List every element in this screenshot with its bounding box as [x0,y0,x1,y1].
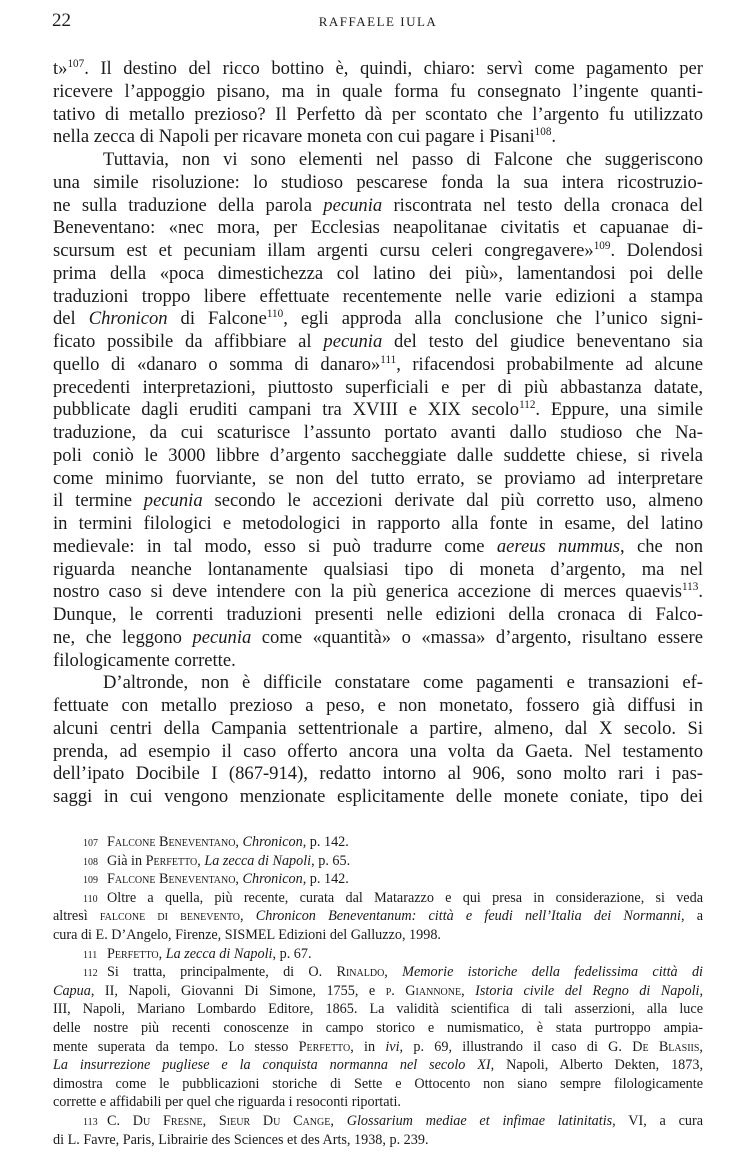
body-line: traduzioni troppo libere effettuate recentemente nelle varie edizioni a stampa [53,285,703,307]
footnote-text: La insurrezione pugliese e la conquista normanna nel secolo XI, Napoli, Alberto Dekten, 1873, [53,1057,703,1074]
footnotes [53,833,703,1149]
page-number: 22 [52,10,71,31]
footnote-line [53,1131,703,1150]
footnote-text: mente superata da tempo. Lo stesso Perfetto, in ivi, p. 69, illustrando il caso di G. De Blasiis, [53,1038,703,1055]
footnote-number: 113 [83,1116,98,1128]
footnote-line [53,1056,703,1075]
footnote-text: Capua, II, Napoli, Giovanni Di Simone, 1755, e p. Giannone, Istoria civile del Regno di Napoli, [53,982,703,999]
footnote-text: III, Napoli, Mariano Lombardo Editore, 1865. La validità scientifica di tali asserzioni, alla luce [53,1001,703,1018]
body-line: come minimo fuorviante, se non del tutto errato, se proviamo ad interpretare [53,467,703,489]
body-line: saggi in cui vengono menzionate esplicitamente delle monete coniate, tipo dei [53,786,703,807]
footnote-text: delle nostre più recenti conoscenze in campo storico e numismatico, è stata purtroppo ampia- [53,1019,703,1036]
footnote-110 [53,889,703,908]
footnote-number: 109 [83,875,98,887]
page-header [52,10,704,34]
body-line: t»$^{107}$. Il destino del ricco bottino è, quindi, chiaro: servì come pagamento per [53,58,703,79]
footnote-text: di L. Favre, Paris, Librairie des Sciences et des Arts, 1938, p. 239. [53,1131,429,1148]
footnote-109 [53,870,703,889]
footnote-text: cura di E. D’Angelo, Firenze, SISMEL Edizioni del Galluzzo, 1998. [53,926,441,943]
body-line: Dunque, le correnti traduzioni presenti nelle edizioni della cronaca di Falco- [53,604,703,625]
footnote-text: Si tratta, principalmente, di O. Rinaldo, Memorie istoriche della fedelissima città di [107,964,703,981]
footnote-number: 108 [83,856,98,868]
footnote-text: Falcone Beneventano, Chronicon, p. 142. [107,871,349,888]
footnote-111 [53,945,703,964]
body-line: traduzione, da cui scaturisce l’assunto portato avanti dallo studioso che Na- [53,422,703,443]
footnote-113 [53,1112,703,1131]
running-head: RAFFAELE IULA [318,14,438,29]
footnote-line [53,1019,703,1038]
body-line: quello di «danaro o somma di danaro»$^{111}$, rifacendosi probabilmente ad alcune [53,353,703,375]
body-line: medievale: in tal modo, esso si può tradurre come aereus nummus, che non [53,535,703,557]
body-line: scursum est et pecuniam illam argenti cursu celeri congregavere»$^{109}$. Dolendosi [53,240,703,261]
body-line: ne, che leggono pecunia come «quantità» o «massa» d’argento, risultano essere [53,626,703,648]
body-line: Beneventano: «nec mora, per Ecclesias neapolitanae civitatis et capuanae di- [53,217,703,239]
body-line: alcuni centri della Campania settentrionale a partire, almeno, dal X secolo. Si [53,717,703,739]
footnote-text: corrette e affidabili per quel che riguarda i resoconti riportati. [53,1094,401,1111]
body-line: ricevere l’appoggio pisano, ma in quale forma fu consegnato l’ingente quanti- [53,80,703,102]
body-line: D’altronde, non è difficile constatare come pagamenti e transazioni ef- [103,672,703,694]
body-line: ne sulla traduzione della parola pecunia riscontrata nel testo della cronaca del [53,194,703,216]
body-line: pubblicate dagli eruditi campani tra XVIII e XIX secolo$^{112}$. Eppure, una simile [53,399,703,421]
footnote-112 [53,963,703,982]
footnote-text: dimostra come le pubblicazioni storiche di Sette e Ottocento non siano sempre filologicamente [53,1075,703,1092]
body-line: fettuate con metallo prezioso a peso, e non monetato, fossero già diffusi in [53,695,703,716]
body-line: nostro caso si deve intendere con la più generica accezione di merces quaevis$^{113}$. [53,581,703,603]
footnote-line [53,982,703,1001]
footnote-number: 112 [83,968,98,980]
body-line: prenda, ad esempio il caso offerto ancora una volta da Gaeta. Nel testamento [53,740,703,762]
footnote-line [53,907,703,926]
body-line: prima della «poca dimestichezza col latino dei più», lamentandosi poi delle [53,262,703,284]
footnote-text: altresì falcone di benevento, Chronicon Beneventanum: città e feudi nell’Italia dei Normanni, a [53,908,703,925]
footnote-108 [53,852,703,871]
body-line: in termini filologici e metodologici in rapporto alla fonte in esame, del latino [53,513,703,534]
body-line: il termine pecunia secondo le accezioni derivate dal più corretto uso, almeno [53,490,703,512]
footnote-line [53,1000,703,1019]
body-line: riguarda neanche lontanamente qualsiasi tipo di moneta d’argento, ma nel [53,558,703,580]
body-line: poli coniò le 3000 libbre d’argento saccheggiate dalle suddette chiese, si rivela [53,444,703,466]
body-line: del Chronicon di Falcone$^{110}$, egli approda alla conclusione che l’unico signi- [53,308,703,330]
body-text [53,58,703,809]
footnote-line [53,1038,703,1057]
footnote-line [53,1093,703,1112]
footnote-text: Falcone Beneventano, Chronicon, p. 142. [107,834,349,850]
footnote-107 [53,833,703,852]
body-line: nella zecca di Napoli per ricavare moneta con cui pagare i Pisani$^{108}$. [53,126,557,148]
footnote-number: 110 [83,893,98,905]
footnote-text: Oltre a quella, più recente, curata dal Matarazzo e qui presa in considerazione, si veda [107,889,703,906]
body-line: filologicamente corrette. [53,649,236,671]
footnote-text: Già in Perfetto, La zecca di Napoli, p. 65. [107,852,351,869]
body-line: Tuttavia, non vi sono elementi nel passo di Falcone che suggeriscono [103,149,703,170]
body-line: una simile risoluzione: lo studioso pescarese fonda la sua intera ricostruzio- [53,171,703,193]
footnote-text: Perfetto, La zecca di Napoli, p. 67. [107,945,312,962]
footnote-line [53,1075,703,1094]
body-line: dell’ipato Docibile I (867-914), redatto intorno al 906, sono molto rari i pas- [53,763,703,785]
footnote-line [53,926,703,945]
footnote-number: 111 [83,949,98,961]
footnote-number: 107 [83,838,98,849]
body-line: precedenti interpretazioni, piuttosto superficiali e per di più abbastanza datate, [53,376,703,398]
body-line: tativo di metallo prezioso? Il Perfetto dà per scontato che l’argento fu utilizzato [53,103,703,125]
footnote-text: C. Du Fresne, Sieur Du Cange, Glossarium mediae et infimae latinitatis, VI, a cura [107,1112,703,1129]
body-line: ficato possibile da affibbiare al pecunia del testo del giudice beneventano sia [53,331,703,352]
